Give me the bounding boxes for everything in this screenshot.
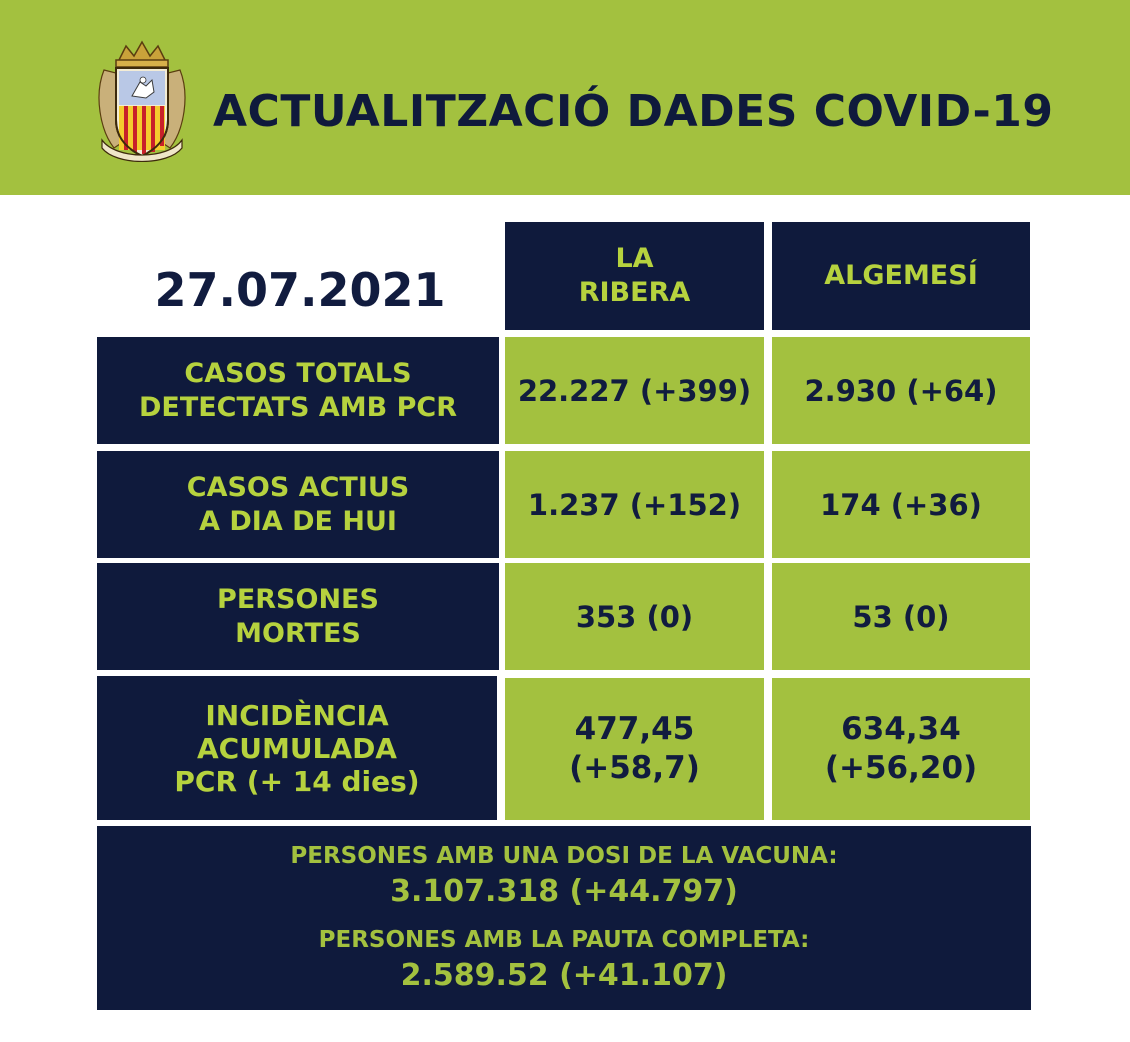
row-label-line: INCIDÈNCIA [205, 698, 389, 732]
cell-value: (+58,7) [569, 750, 700, 786]
active-cases-algemesi [772, 451, 1030, 558]
row-label-total-cases [97, 337, 499, 444]
row-label-line: PERSONES [217, 583, 379, 615]
page-title: ACTUALITZACIÓ DADES COVID-19 [213, 86, 1054, 137]
vaccination-panel [97, 826, 1031, 1010]
cell-value: (+56,20) [824, 750, 978, 786]
row-label-line: DETECTATS AMB PCR [138, 391, 458, 423]
column-header-label: ALGEMESÍ [824, 260, 978, 291]
row-label-incidence [97, 676, 497, 820]
total-cases-algemesi [772, 337, 1030, 444]
row-label-deaths [97, 563, 499, 670]
incidence-la-ribera [505, 678, 764, 820]
cell-value: 2.930 (+64) [804, 373, 998, 408]
deaths-algemesi [772, 563, 1030, 670]
cell-value: 634,34 [841, 711, 961, 747]
complete-schedule-value: 2.589.52 (+41.107) [400, 958, 728, 993]
deaths-la-ribera [505, 563, 764, 670]
column-header-line: LA [615, 243, 654, 274]
active-cases-la-ribera [505, 451, 764, 558]
cell-value: 353 (0) [575, 599, 694, 634]
header-banner [0, 0, 1130, 195]
total-cases-la-ribera [505, 337, 764, 444]
row-label-line: A DIA DE HUI [199, 505, 397, 537]
report-date: 27.07.2021 [154, 263, 446, 317]
incidence-algemesi [772, 678, 1030, 820]
cell-value: 477,45 [574, 711, 695, 747]
row-label-active-cases [97, 451, 499, 558]
row-label-line: ACUMULADA [197, 731, 397, 765]
complete-schedule-label: PERSONES AMB LA PAUTA COMPLETA: [318, 927, 810, 953]
cell-value: 22.227 (+399) [517, 373, 752, 408]
one-dose-label: PERSONES AMB UNA DOSI DE LA VACUNA: [290, 843, 838, 869]
cell-value: 53 (0) [852, 599, 950, 634]
row-label-line: PCR (+ 14 dies) [174, 764, 420, 798]
column-header-line: RIBERA [578, 277, 691, 308]
one-dose-value: 3.107.318 (+44.797) [390, 874, 738, 909]
coat-of-arms-icon [96, 40, 188, 162]
column-header-algemesi [772, 222, 1030, 330]
cell-value: 1.237 (+152) [527, 487, 742, 522]
row-label-line: CASOS ACTIUS [186, 471, 410, 503]
row-label-line: CASOS TOTALS [184, 357, 412, 389]
column-header-la-ribera [505, 222, 764, 330]
cell-value: 174 (+36) [820, 487, 982, 522]
row-label-line: MORTES [235, 617, 361, 649]
